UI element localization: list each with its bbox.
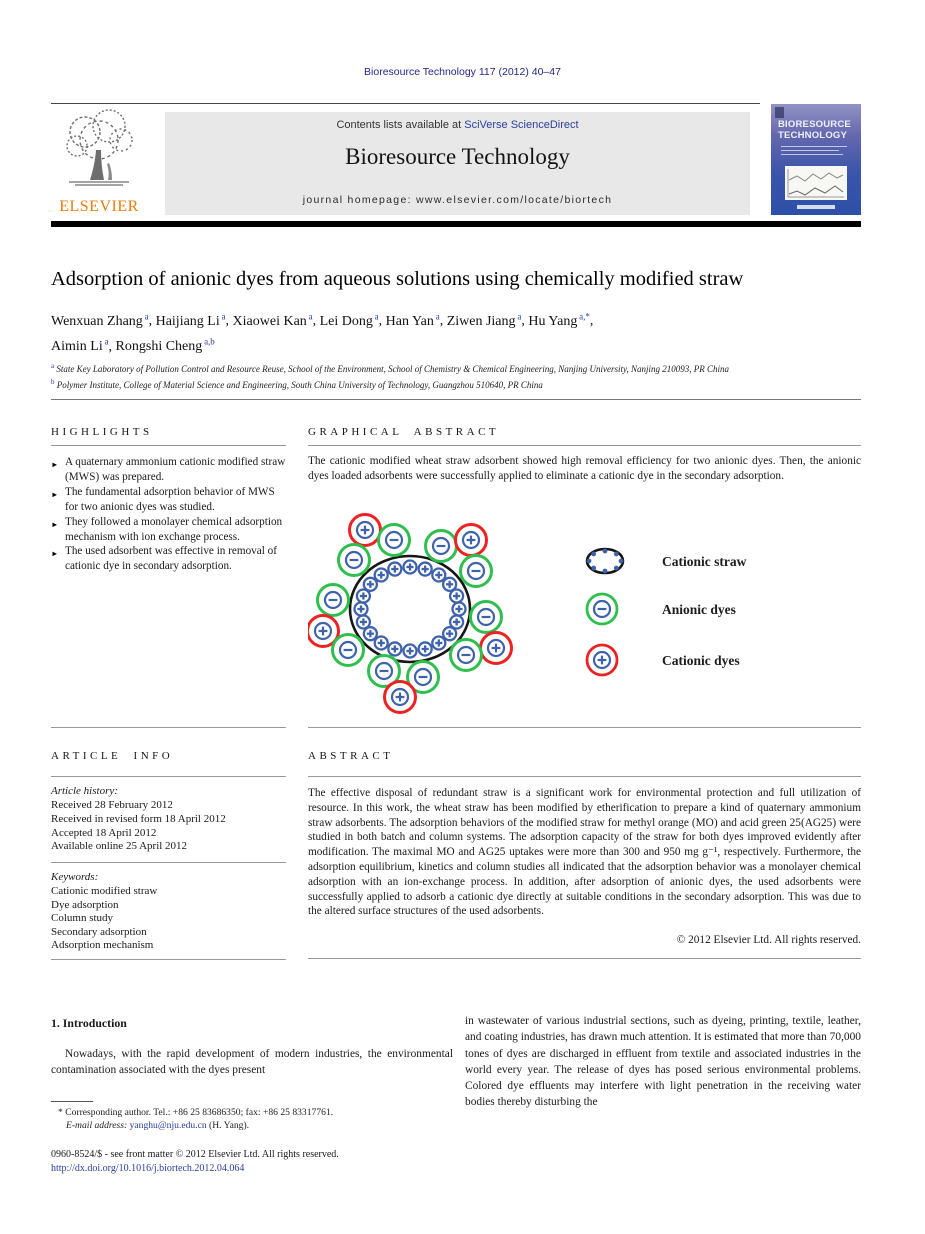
highlights-heading: HIGHLIGHTS [51,426,153,438]
contents-prefix: Contents lists available at [336,119,465,131]
author: Lei Dong $^a$ [319,311,379,329]
affiliations [51,360,863,392]
list-item: Cationic modified straw [51,885,158,897]
doi-link[interactable]: http://dx.doi.org/10.1016/j.biortech.2012.04.064 [51,1163,245,1174]
article-info-bottom-rule [51,959,286,960]
highlights-bottom-rule [51,727,286,728]
cover-title: BIORESOURCE TECHNOLOGY [778,119,851,141]
journal-banner [165,112,750,215]
doi-link-line [51,1163,551,1174]
author: Ziwen Jiang $^a$ [446,311,522,329]
graphical-abstract-bottom-rule [308,727,861,728]
list-item: ► A quaternary ammonium cationic modified straw (MWS) was prepared. [51,455,286,485]
cover-footer-text [797,205,835,209]
abstract-text: The effective disposal of redundant straw is a significant work for environmental protection and full utilization of resource. In this work, the wheat straw has been modified by etherification to prepare a kind of quaternary ammonium straw adsorbents. The adsorption behaviors of the modified straw for methyl orange (MO) and acid green 25(AG25) were studied in both batch and column systems. The adsorption capacity of the straw for both dyes improved evidently after modification. The maximal MO and AG25 uptakes were more than 300 and 950 mg g⁻¹, respectively. Furthermore, the adsorption equilibrium, kinetics and column studies all indicated that the adsorption behavior was a monolayer chemical adsorption with an ion-exchange process. In addition, after adsorption of anionic dyes, the used adsorbents were successfully applied to adsorb a cationic dye directly at suitable conditions in the secondary adsorption. This was due to the altered surface structures of the used adsorbents. [308,787,861,918]
list-item: ► The fundamental adsorption behavior of MWS for two anionic dyes was studied. [51,485,286,515]
author: Aimin Li $^a$ [51,336,109,355]
cover-decor-line [781,146,847,147]
cover-plot-icon [785,166,847,200]
abstract-heading: ABSTRACT [308,750,394,762]
abstract-rule [308,776,861,777]
list-item: Secondary adsorption [51,925,147,938]
list-item: Received 28 February 2012 [51,799,173,811]
keywords-list [51,885,286,953]
list-item: Available online 25 April 2012 [51,840,188,853]
contents-line [165,119,750,131]
legend-label: Cationic straw [662,554,747,569]
author: Haijiang Li $^a$ [155,311,226,329]
introduction-right-column: in wastewater of various industrial sections, such as dyeing, printing, textile, leather, and coating industries, has drawn much attention. It is estimated that more than 70,000 tones of dyes are discharged in effluent from textile and associated industries in the world every year. The release of dyes has posed serious environmental problems. Colored dye effluents may interfere with light penetration in the receiving water bodies thereby disturbing the [465,1015,861,1109]
introduction-left-column: Nowadays, with the rapid development of modern industries, the environmental contamination associated with the dyes present [51,1048,453,1077]
list-item: Received in revised form 18 April 2012 [51,812,226,825]
cover-decor-line [781,150,839,151]
list-item: Dye adsorption [51,898,119,911]
cover-emblem-icon [775,107,784,118]
elsevier-logo [51,106,147,216]
email-label: E-mail address: [66,1120,128,1131]
elsevier-wordmark: ELSEVIER [59,198,139,215]
abstract-bottom-rule [308,958,861,959]
article-title: Adsorption of anionic dyes from aqueous solutions using chemically modified straw [51,268,744,290]
graphical-abstract-rule [308,445,861,446]
affiliation: $^a$ State Key Laboratory of Pollution Control and Resource Reuse, School of the Environment, School of Chemistry & Chemical Engineering, Nanjing University, Nanjing 210093, PR China [51,362,730,374]
article-info-rule [51,776,286,777]
journal-homepage: journal homepage: www.elsevier.com/locate/biortech [302,194,613,206]
keywords-label: Keywords: [51,871,99,883]
author: Hu Yang $^{a,*}$ [528,311,590,329]
sciverse-link[interactable]: SciVerse ScienceDirect [464,119,579,131]
article-info-heading: ARTICLE INFO [51,750,174,762]
introduction-heading: 1. Introduction [51,1016,127,1030]
legend-label: Cationic dyes [662,653,740,668]
author: Rongshi Cheng $^{a,b}$ [115,336,215,355]
list-item: Adsorption mechanism [51,939,154,951]
ga-figure-svg [308,505,861,729]
author: Wenxuan Zhang $^a$ [51,311,149,329]
article-info-mid-rule [51,862,286,863]
author: Xiaowei Kan $^a$ [232,311,313,329]
email-link[interactable]: yanghu@nju.edu.cn [129,1120,207,1131]
header-divider-bar [51,221,861,227]
highlights-rule [51,445,286,446]
issn-copyright-line: 0960-8524/$ - see front matter © 2012 Elsevier Ltd. All rights reserved. [51,1149,339,1160]
journal-cover-thumbnail [771,104,861,215]
graphical-abstract-text: The cationic modified wheat straw adsorbent showed high removal efficiency for two anionic dyes. Then, the anionic dyes loaded adsorbents were successfully applied to eliminate a cationic dye in the secondary adsorption. [308,455,861,482]
list-item: ► The used adsorbent was effective in removal of cationic dye in secondary adsorption. [51,544,286,574]
list-item: ► They followed a monolayer chemical adsorption mechanism with ion exchange process. [51,515,286,545]
list-item: Column study [51,912,114,924]
journal-title: Bioresource Technology [345,144,570,169]
footnote-rule [51,1101,93,1102]
journal-citation: Bioresource Technology 117 (2012) 40–47 [364,66,561,78]
legend-label: Anionic dyes [662,602,736,617]
article-history-label: Article history: [51,785,118,797]
banner-top-rule [51,103,760,104]
corresponding-author-note: * Corresponding author. Tel.: +86 25 83686350; fax: +86 25 83317761. [58,1107,334,1118]
affiliation: $^b$ Polymer Institute, College of Material Science and Engineering, South China University of Technology, Guangzhou 510640, PR China [51,378,543,390]
elsevier-tree-icon [51,106,147,194]
graphical-abstract-heading: GRAPHICAL ABSTRACT [308,426,500,438]
highlights-list [51,455,286,574]
email-suffix: (H. Yang). [206,1120,250,1131]
cover-plot-panel [785,166,847,200]
history-list [51,799,286,854]
author-list: Wenxuan Zhang $^a$, Haijiang Li $^a$, Xiaowei Kan $^a$, Lei Dong $^a$, Han Yan $^a$, Ziwen Jiang $^a$, Hu Yang $^{a,*}$, Aimin Li $^a$, Rongshi Cheng $^{a,b}$ [51,311,594,355]
list-item: Accepted 18 April 2012 [51,826,157,839]
author: Han Yan $^a$ [385,311,440,329]
email-note [66,1120,466,1131]
abstract-copyright: © 2012 Elsevier Ltd. All rights reserved. [676,934,861,946]
cover-decor-line [781,154,843,155]
affiliation-rule [51,399,861,400]
